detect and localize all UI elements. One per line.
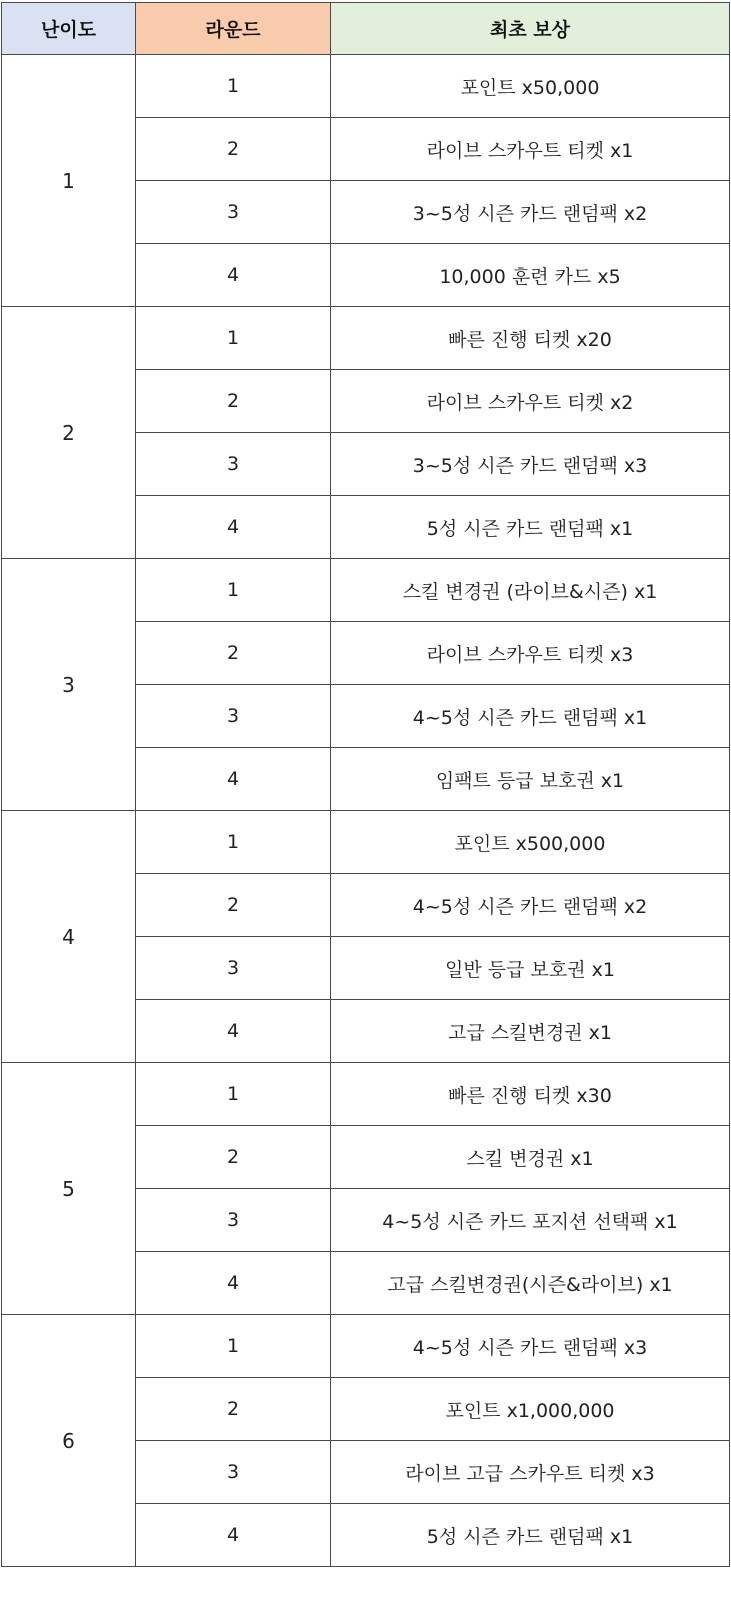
reward-cell: 포인트 x500,000	[331, 811, 730, 874]
header-round: 라운드	[136, 3, 331, 55]
round-cell: 1	[136, 1315, 331, 1378]
table-body	[2, 55, 730, 1567]
round-cell: 1	[136, 559, 331, 622]
round-cell: 2	[136, 1126, 331, 1189]
round-cell: 3	[136, 1189, 331, 1252]
round-cell: 2	[136, 370, 331, 433]
reward-cell: 4~5성 시즌 카드 포지션 선택팩 x1	[331, 1189, 730, 1252]
difficulty-cell: 2	[2, 307, 136, 559]
round-cell: 2	[136, 1378, 331, 1441]
table-row	[2, 307, 730, 370]
reward-cell: 5성 시즌 카드 랜덤팩 x1	[331, 1504, 730, 1567]
reward-cell: 스킬 변경권 (라이브&시즌) x1	[331, 559, 730, 622]
round-cell: 1	[136, 307, 331, 370]
difficulty-cell: 4	[2, 811, 136, 1063]
round-cell: 1	[136, 811, 331, 874]
round-cell: 4	[136, 1504, 331, 1567]
table-row	[2, 559, 730, 622]
round-cell: 4	[136, 748, 331, 811]
difficulty-cell: 1	[2, 55, 136, 307]
reward-cell: 라이브 스카우트 티켓 x1	[331, 118, 730, 181]
reward-cell: 포인트 x50,000	[331, 55, 730, 118]
round-cell: 3	[136, 937, 331, 1000]
difficulty-cell: 5	[2, 1063, 136, 1315]
round-cell: 4	[136, 1000, 331, 1063]
round-cell: 3	[136, 685, 331, 748]
reward-cell: 빠른 진행 티켓 x20	[331, 307, 730, 370]
reward-cell: 5성 시즌 카드 랜덤팩 x1	[331, 496, 730, 559]
round-cell: 4	[136, 496, 331, 559]
table-header	[2, 3, 730, 55]
round-cell: 4	[136, 244, 331, 307]
reward-cell: 4~5성 시즌 카드 랜덤팩 x1	[331, 685, 730, 748]
reward-cell: 라이브 고급 스카우트 티켓 x3	[331, 1441, 730, 1504]
reward-cell: 고급 스킬변경권(시즌&라이브) x1	[331, 1252, 730, 1315]
reward-cell: 라이브 스카우트 티켓 x2	[331, 370, 730, 433]
reward-cell: 3~5성 시즌 카드 랜덤팩 x3	[331, 433, 730, 496]
reward-cell: 고급 스킬변경권 x1	[331, 1000, 730, 1063]
round-cell: 2	[136, 118, 331, 181]
round-cell: 3	[136, 433, 331, 496]
header-row	[2, 3, 730, 55]
round-cell: 2	[136, 874, 331, 937]
reward-cell: 라이브 스카우트 티켓 x3	[331, 622, 730, 685]
reward-cell: 10,000 훈련 카드 x5	[331, 244, 730, 307]
table-row	[2, 1063, 730, 1126]
round-cell: 4	[136, 1252, 331, 1315]
reward-cell: 빠른 진행 티켓 x30	[331, 1063, 730, 1126]
reward-cell: 4~5성 시즌 카드 랜덤팩 x3	[331, 1315, 730, 1378]
table-row	[2, 55, 730, 118]
round-cell: 1	[136, 55, 331, 118]
header-reward: 최초 보상	[331, 3, 730, 55]
header-difficulty: 난이도	[2, 3, 136, 55]
reward-cell: 스킬 변경권 x1	[331, 1126, 730, 1189]
reward-cell: 포인트 x1,000,000	[331, 1378, 730, 1441]
difficulty-cell: 3	[2, 559, 136, 811]
round-cell: 3	[136, 181, 331, 244]
reward-table	[1, 2, 730, 1567]
reward-cell: 일반 등급 보호권 x1	[331, 937, 730, 1000]
table-row	[2, 1315, 730, 1378]
reward-cell: 4~5성 시즌 카드 랜덤팩 x2	[331, 874, 730, 937]
reward-cell: 임팩트 등급 보호권 x1	[331, 748, 730, 811]
round-cell: 2	[136, 622, 331, 685]
reward-cell: 3~5성 시즌 카드 랜덤팩 x2	[331, 181, 730, 244]
table-row	[2, 811, 730, 874]
round-cell: 3	[136, 1441, 331, 1504]
round-cell: 1	[136, 1063, 331, 1126]
difficulty-cell: 6	[2, 1315, 136, 1567]
